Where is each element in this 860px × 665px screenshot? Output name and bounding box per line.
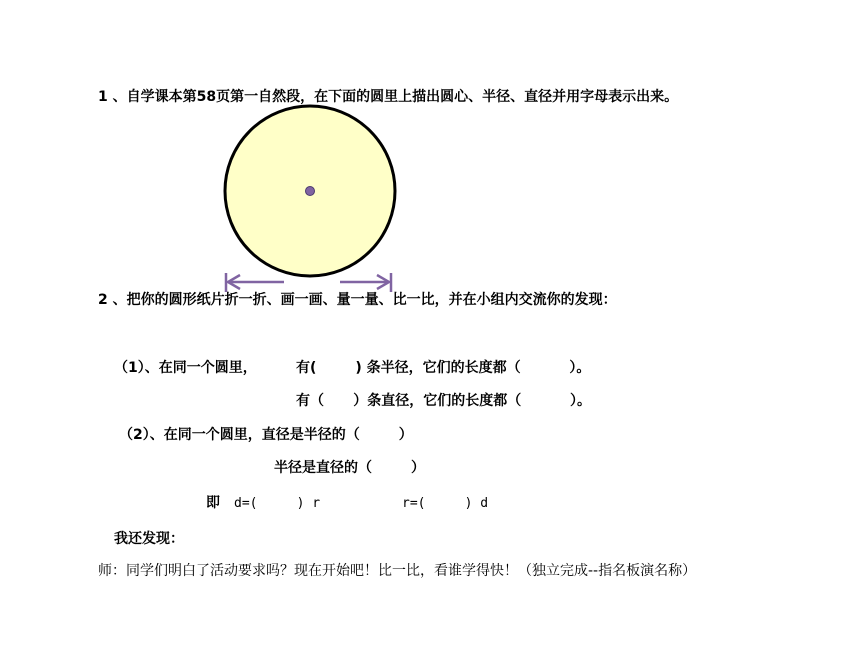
task-2-text: 2 、把你的圆形纸片折一折、画一画、量一量、比一比，并在小组内交流你的发现： [98, 292, 617, 308]
item-1-diameter-line: 有（ ）条直径，它们的长度都（ ）。 [296, 393, 591, 409]
formula-r: r=( ) d [402, 496, 489, 511]
teacher-note: 师：同学们明白了活动要求吗？现在开始吧！比一比，看谁学得快！（独立完成--指名板演名称） [98, 563, 697, 579]
discovery-label: 我还发现： [114, 531, 184, 547]
formula-ji: 即 [206, 495, 220, 511]
task-1-text: 1 、自学课本第58页第一自然段，在下面的圆里上描出圆心、半径、直径并用字母表示出来。 [98, 89, 679, 105]
item-1-radius-line: 有( ) 条半径，它们的长度都（ ）。 [296, 360, 591, 376]
center-dot [306, 187, 315, 196]
item-2-radius-line: 半径是直径的（ ） [274, 460, 425, 476]
item-2-diameter-line: （2）、在同一个圆里，直径是半径的（ ） [119, 427, 413, 443]
formula-d: d=( ) r [234, 496, 321, 511]
item-1-prefix: （1）、在同一个圆里， [114, 360, 257, 376]
left-arrow [226, 273, 284, 292]
right-arrow [340, 273, 391, 292]
